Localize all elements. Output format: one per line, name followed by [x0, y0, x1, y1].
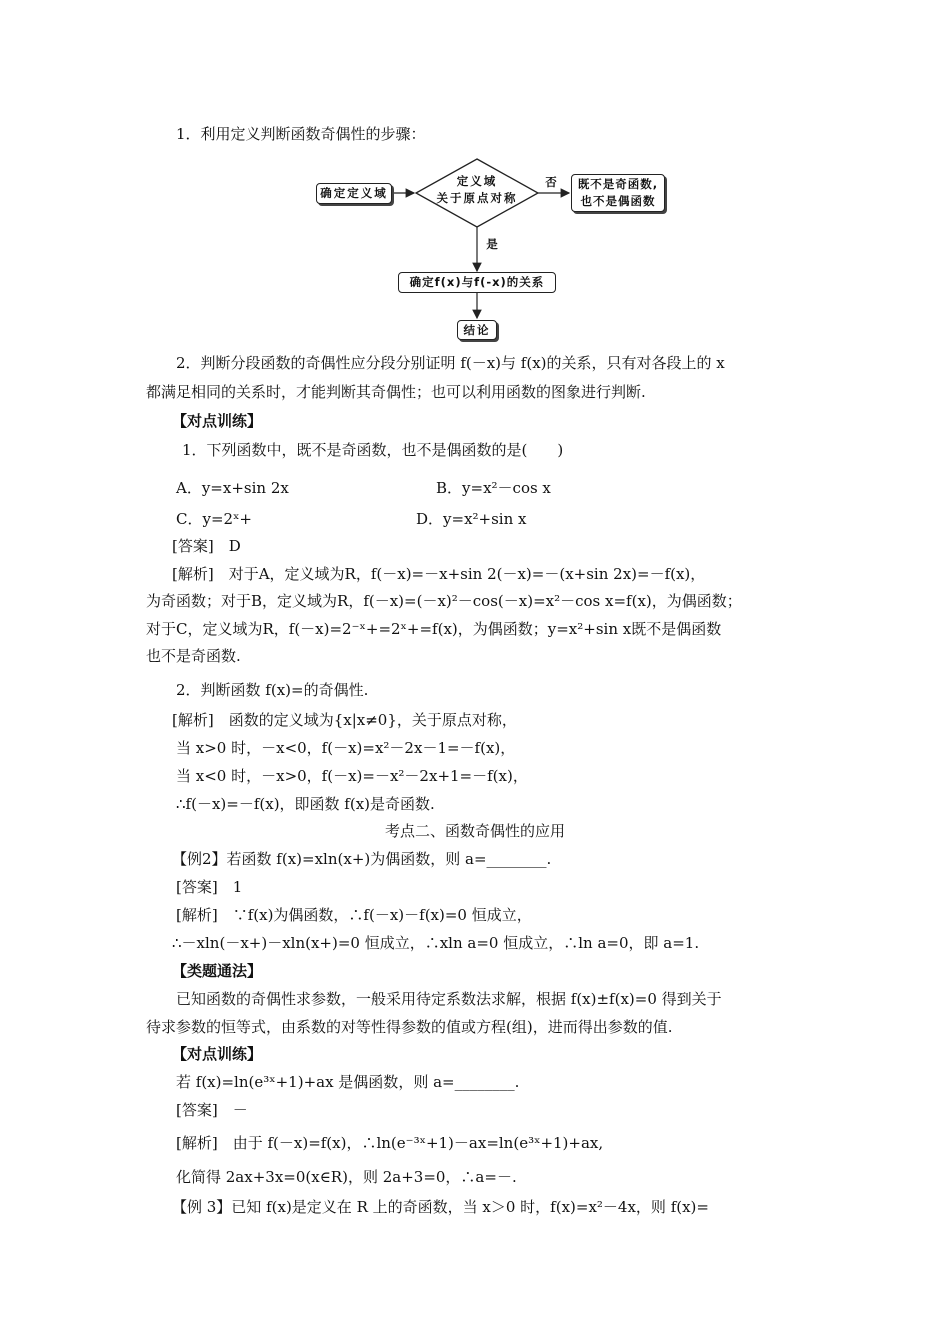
question-1-analysis-3: 对于C，定义域为R，f(－x)=2⁻ˣ+=2ˣ+=f(x)，为偶函数；y=x²+sin x既不是偶函数 [146, 620, 722, 638]
question-1-analysis-2: 为奇函数；对于B，定义域为R，f(－x)=(－x)²－cos(－x)=x²－cos x=f(x)，为偶函数； [146, 592, 742, 610]
question-1-analysis-1: [解析] 对于A，定义域为R，f(－x)=－x+sin 2(－x)=－(x+sin 2x)=－f(x)， [172, 565, 706, 583]
flow-no-result-box [571, 174, 665, 212]
example-3: 【例 3】已知 f(x)是定义在 R 上的奇函数，当 x＞0 时，f(x)=x²－4x，则 f(x)= [172, 1198, 709, 1216]
question-1-option-c: C．y=2ˣ+ [176, 510, 252, 528]
question-1-option-b: B．y=x²－cos x [436, 479, 551, 497]
flow-decision-line1: 定义域 [456, 174, 498, 188]
flow-no-result-line2: 也不是偶函数 [580, 194, 656, 208]
flow-conclusion-box: 结论 [457, 320, 497, 340]
note2-line2: 都满足相同的关系时，才能判断其奇偶性；也可以利用函数的图象进行判断. [146, 383, 646, 401]
flow-start-box: 确定定义域 [316, 183, 392, 204]
question-1-option-d: D．y=x²+sin x [416, 510, 527, 528]
example-2: 【例2】若函数 f(x)=xln(x+)为偶函数，则 a=________. [172, 850, 552, 868]
practice-heading-1: 【对点训练】 [172, 412, 263, 430]
question-2-analysis-2: 当 x>0 时，－x<0，f(－x)=x²－2x－1=－f(x)， [176, 739, 516, 757]
flow-no-result-line1: 既不是奇函数, [577, 177, 659, 191]
flow-yes-label: 是 [486, 237, 500, 251]
flow-no-label: 否 [545, 175, 559, 189]
example-2-analysis-1: [解析] ∵f(x)为偶函数，∴f(－x)－f(x)=0 恒成立， [176, 906, 532, 924]
practice-answer: [答案] － [176, 1101, 248, 1119]
question-2-analysis-4: ∴f(－x)=－f(x)，即函数 f(x)是奇函数. [176, 795, 435, 813]
flow-decision-line2: 关于原点对称 [436, 191, 518, 205]
flowchart [300, 150, 680, 350]
question-1-analysis-4: 也不是奇函数. [146, 647, 241, 665]
question-2: 2．判断函数 f(x)=的奇偶性. [176, 681, 369, 699]
question-1-option-a: A．y=x+sin 2x [176, 479, 289, 497]
example-2-answer: [答案] 1 [176, 878, 243, 896]
practice-analysis-2: 化简得 2ax+3x=0(x∈R)，则 2a+3=0，∴a=－. [176, 1168, 517, 1186]
method-line-1: 已知函数的奇偶性求参数，一般采用待定系数法求解，根据 f(x)±f(x)=0 得到关于 [176, 990, 722, 1008]
flow-relation-box: 确定f(x)与f(-x)的关系 [398, 272, 556, 293]
practice-analysis-1: [解析] 由于 f(－x)=f(x)，∴ln(e⁻³ˣ+1)－ax=ln(e³ˣ+1)+ax, [176, 1134, 604, 1152]
question-2-analysis-3: 当 x<0 时，－x>0，f(－x)=－x²－2x+1=－f(x)， [176, 767, 528, 785]
method-heading: 【类题通法】 [172, 962, 263, 980]
example-2-analysis-2: ∴－xln(－x+)－xln(x+)=0 恒成立，∴xln a=0 恒成立，∴ln a=0，即 a=1. [172, 934, 700, 952]
question-1: 1．下列函数中，既不是奇函数，也不是偶函数的是( ) [182, 441, 564, 459]
question-2-analysis-1: [解析] 函数的定义域为{x|x≠0}，关于原点对称， [172, 711, 517, 729]
steps-title: 1．利用定义判断函数奇偶性的步骤： [176, 125, 426, 143]
method-line-2: 待求参数的恒等式，由系数的对等性得参数的值或方程(组)，进而得出参数的值. [146, 1018, 673, 1036]
practice-question: 若 f(x)=ln(e³ˣ+1)+ax 是偶函数，则 a=________. [176, 1073, 520, 1091]
note2-line1: 2．判断分段函数的奇偶性应分段分别证明 f(－x)与 f(x)的关系，只有对各段上的 x [176, 354, 725, 372]
section-2-heading: 考点二、函数奇偶性的应用 [384, 822, 565, 840]
practice-heading-2: 【对点训练】 [172, 1045, 263, 1063]
question-1-answer: [答案] D [172, 537, 241, 555]
